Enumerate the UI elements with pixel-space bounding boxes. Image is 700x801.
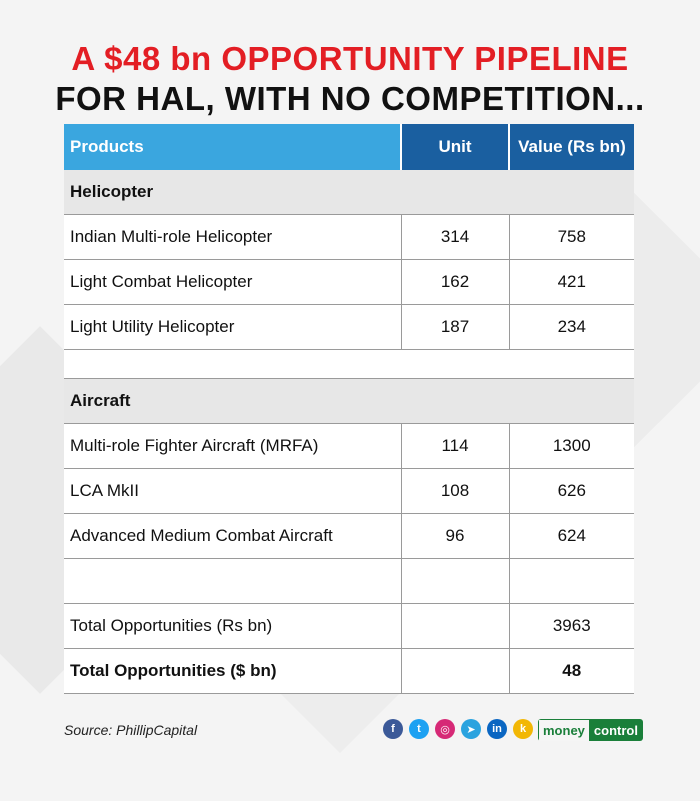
rs-value: 421 [509, 260, 634, 305]
brand-part-money: money [538, 719, 589, 741]
header-unit: Unit [401, 124, 509, 170]
total-value: 48 [509, 649, 634, 694]
facebook-icon[interactable]: f [383, 719, 403, 739]
instagram-icon[interactable]: ◎ [435, 719, 455, 739]
section-row-aircraft [64, 379, 634, 424]
brand-part-control: control [589, 719, 643, 741]
unit-value: 96 [401, 514, 509, 559]
moneycontrol-logo [538, 719, 643, 741]
product-name: Light Utility Helicopter [64, 305, 401, 350]
header-value: Value (Rs bn) [509, 124, 634, 170]
social-icons [383, 719, 533, 739]
product-name: Multi-role Fighter Aircraft (MRFA) [64, 424, 401, 469]
telegram-icon[interactable]: ➤ [461, 719, 481, 739]
table-row [64, 469, 634, 514]
source-note: Source: PhillipCapital [64, 722, 198, 738]
product-name: LCA MkII [64, 469, 401, 514]
section-title: Helicopter [64, 170, 634, 215]
rs-value: 758 [509, 215, 634, 260]
rs-value: 234 [509, 305, 634, 350]
unit-value: 108 [401, 469, 509, 514]
total-row-usd [64, 649, 634, 694]
headline-line-1: A $48 bn OPPORTUNITY PIPELINE [71, 40, 629, 77]
total-unit [401, 604, 509, 649]
section-gap [64, 350, 634, 379]
unit-value: 314 [401, 215, 509, 260]
header-products: Products [64, 124, 401, 170]
rs-value: 626 [509, 469, 634, 514]
opportunity-table [64, 124, 634, 694]
table-row [64, 215, 634, 260]
table-row [64, 260, 634, 305]
section-title: Aircraft [64, 379, 634, 424]
table-row [64, 305, 634, 350]
unit-value: 114 [401, 424, 509, 469]
unit-value: 187 [401, 305, 509, 350]
total-unit [401, 649, 509, 694]
table-header-row [64, 124, 634, 170]
linkedin-icon[interactable]: in [487, 719, 507, 739]
rs-value: 1300 [509, 424, 634, 469]
unit-value: 162 [401, 260, 509, 305]
table-row [64, 514, 634, 559]
koo-icon[interactable]: k [513, 719, 533, 739]
blank-row [64, 559, 634, 604]
table-row [64, 424, 634, 469]
total-value: 3963 [509, 604, 634, 649]
rs-value: 624 [509, 514, 634, 559]
section-row-helicopter [64, 170, 634, 215]
total-label: Total Opportunities ($ bn) [64, 649, 401, 694]
product-name: Indian Multi-role Helicopter [64, 215, 401, 260]
twitter-icon[interactable]: t [409, 719, 429, 739]
total-row-rs [64, 604, 634, 649]
product-name: Light Combat Helicopter [64, 260, 401, 305]
headline-line-2: FOR HAL, WITH NO COMPETITION... [55, 80, 645, 117]
product-name: Advanced Medium Combat Aircraft [64, 514, 401, 559]
total-label: Total Opportunities (Rs bn) [64, 604, 401, 649]
